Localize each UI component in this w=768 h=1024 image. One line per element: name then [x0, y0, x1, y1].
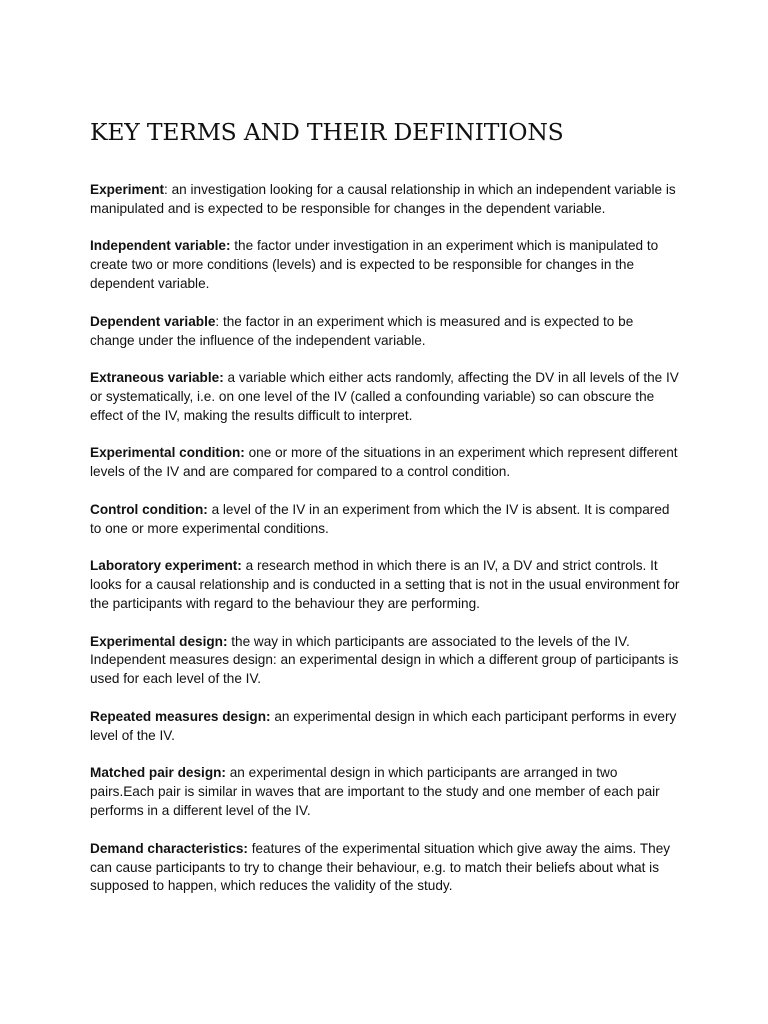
definition-entry	[90, 764, 680, 821]
definition-entry	[90, 633, 680, 690]
definition-entry	[90, 369, 680, 426]
page-title: KEY TERMS AND THEIR DEFINITIONS	[90, 118, 564, 146]
definition-entry	[90, 557, 680, 614]
definition-text: : the factor in an experiment which is measured and is expected to be change under the influence of the independent variable.	[90, 313, 634, 348]
definition-term: Matched pair design:	[90, 765, 226, 781]
definition-term: Demand characteristics:	[90, 840, 248, 856]
definitions-list	[90, 181, 680, 896]
definition-entry	[90, 840, 680, 897]
definition-term: Experimental condition:	[90, 445, 245, 461]
definition-text: features of the experimental situation which give away the aims. They can cause participants to try to change their behaviour, e.g. to match their beliefs about what is supposed to happen, which reduces the validity of the study.	[90, 840, 671, 894]
definition-text: an experimental design in which participants are arranged in two pairs.Each pair is similar in waves that are important to the study and one member of each pair performs in a different level of the IV.	[90, 765, 660, 819]
definition-text: the factor under investigation in an experiment which is manipulated to create two or more conditions (levels) and is expected to be responsible for changes in the dependent variable.	[90, 238, 659, 292]
definition-text: a research method in which there is an IV, a DV and strict controls. It looks for a causal relationship and is conducted in a setting that is not in the usual environment for the participants with regard to the behaviour they are performing.	[90, 558, 680, 612]
definition-term: Extraneous variable:	[90, 370, 224, 386]
definition-text: a level of the IV in an experiment from which the IV is absent. It is compared to one or more experimental conditions.	[90, 501, 670, 536]
definition-entry	[90, 181, 680, 219]
definition-term: Experiment	[90, 182, 165, 197]
definition-text: : an investigation looking for a causal relationship in which an independent variable is manipulated and is expected to be responsible for changes in the dependent variable.	[90, 182, 676, 216]
definition-term: Repeated measures design:	[90, 708, 271, 724]
definition-entry	[90, 313, 680, 351]
definition-term: Independent variable:	[90, 238, 231, 254]
definition-entry	[90, 237, 680, 294]
definition-term: Experimental design:	[90, 633, 228, 649]
definition-entry	[90, 708, 680, 746]
definition-text: the way in which participants are associated to the levels of the IV. Independent measures design: an experimental design in which a different group of participants is used for each level of the IV.	[90, 633, 679, 687]
definition-text: a variable which either acts randomly, affecting the DV in all levels of the IV or systematically, i.e. on one level of the IV (called a confounding variable) so can obscure the effect of the IV, making the results difficult to interpret.	[90, 370, 679, 423]
definition-term: Dependent variable	[90, 313, 216, 329]
definition-text: an experimental design in which each participant performs in every level of the IV.	[90, 708, 677, 743]
definition-term: Control condition:	[90, 501, 208, 517]
definition-term: Laboratory experiment:	[90, 558, 242, 574]
definition-entry	[90, 501, 680, 539]
definition-entry	[90, 444, 680, 482]
definition-text: one or more of the situations in an experiment which represent different levels of the IV and are compared for compared to a control condition.	[90, 445, 678, 480]
